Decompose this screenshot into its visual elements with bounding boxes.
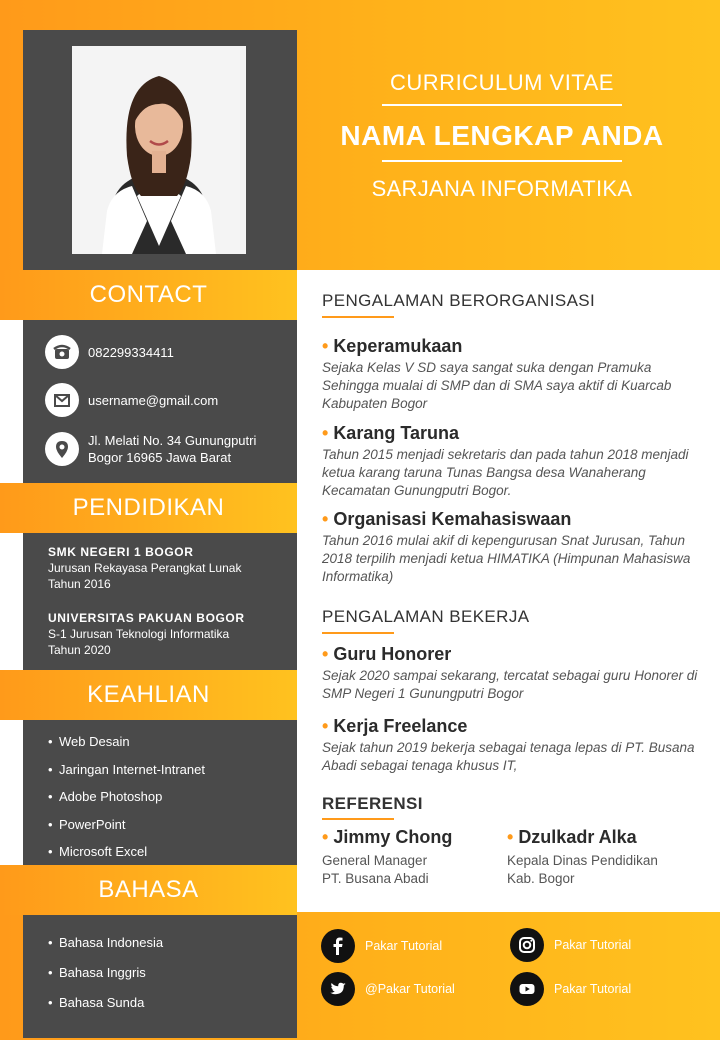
entry-title: Guru Honorer <box>333 644 452 664</box>
person-photo-icon <box>72 46 246 254</box>
social-twitter[interactable] <box>321 972 455 1006</box>
phone-number: 082299334411 <box>88 344 174 360</box>
work-heading: PENGALAMAN BEKERJA <box>322 607 530 626</box>
entry-title: Karang Taruna <box>333 423 460 443</box>
skills-list <box>48 728 205 866</box>
languages-heading-label: BAHASA <box>98 876 199 903</box>
education-item <box>48 610 245 658</box>
entry-description: Sejak 2020 sampai sekarang, tercatat sebagai guru Honorer di SMP Negeri 1 Gunungputri Bogor <box>322 668 698 701</box>
facebook-label: Pakar Tutorial <box>365 939 443 953</box>
language-item: • Bahasa Sunda <box>48 988 163 1018</box>
reference-entry: • Dzulkadr Alka Kepala Dinas Pendidikan Kab. Bogor <box>507 827 707 888</box>
work-entry: • Guru Honorer Sejak 2020 sampai sekarang, tercatat sebagai guru Honorer di SMP Negeri 1 Gunungputri Bogor <box>322 644 702 703</box>
reference-position: Kepala Dinas Pendidikan <box>507 853 658 868</box>
reference-entry: • Jimmy Chong General Manager PT. Busana Abadi <box>322 827 522 888</box>
languages-list <box>48 928 163 1018</box>
reference-org: Kab. Bogor <box>507 871 575 886</box>
references-heading: REFERENSI <box>322 794 423 813</box>
skill-item: • Adobe Photoshop <box>48 783 205 811</box>
address-line2: Bogor 16965 Jawa Barat <box>88 450 232 465</box>
skill-item: • PowerPoint <box>48 811 205 839</box>
entry-title: Kerja Freelance <box>333 716 468 736</box>
school-name: UNIVERSITAS PAKUAN BOGOR <box>48 611 245 625</box>
organization-entry: • Keperamukaan Sejaka Kelas V SD saya sangat suka dengan Pramuka Sehingga mualai di SMP dan di SMA saya aktif di Kuarcab Kabupaten Bogor <box>322 336 702 413</box>
entry-description: Tahun 2016 mulai akif di kepengurusan Snat Jurusan, Tahun 2018 terpilih menjadi ketua HIMATIKA (Himpunan Mahasiswa Informatika) <box>322 533 691 584</box>
education-item <box>48 544 241 592</box>
twitter-label: @Pakar Tutorial <box>365 982 455 996</box>
instagram-icon <box>510 928 544 962</box>
heading-underline <box>322 632 394 634</box>
skill-item: • Jaringan Internet-Intranet <box>48 756 205 784</box>
organization-entry: • Karang Taruna Tahun 2015 menjadi sekretaris dan pada tahun 2018 menjadi ketua karang taruna Tunas Bangsa desa Wanaherang Kecamatan Gunungputri Bogor. <box>322 423 702 500</box>
degree: SARJANA INFORMATIKA <box>371 176 633 201</box>
skill-item: • Web Desain <box>48 728 205 756</box>
contact-heading <box>0 270 297 320</box>
email-icon <box>45 383 79 417</box>
email-address: username@gmail.com <box>88 392 219 408</box>
divider <box>382 104 622 106</box>
phone-icon <box>45 335 79 369</box>
heading-underline <box>322 818 394 820</box>
instagram-label: Pakar Tutorial <box>554 938 632 952</box>
contact-email <box>45 383 218 417</box>
twitter-icon <box>321 972 355 1006</box>
languages-heading <box>0 865 297 915</box>
skills-heading <box>0 670 297 720</box>
social-facebook[interactable] <box>321 929 442 963</box>
facebook-icon <box>321 929 355 963</box>
school-program: Jurusan Rekayasa Perangkat Lunak <box>48 561 242 575</box>
full-name: NAMA LENGKAP ANDA <box>340 120 664 151</box>
language-item: • Bahasa Indonesia <box>48 928 163 958</box>
reference-position: General Manager <box>322 853 428 868</box>
school-program: S-1 Jurusan Teknologi Informatika <box>48 627 230 641</box>
language-item: • Bahasa Inggris <box>48 958 163 988</box>
entry-description: Sejaka Kelas V SD saya sangat suka dengan Pramuka Sehingga mualai di SMP dan di SMA saya aktif di Kuarcab Kabupaten Bogor <box>322 360 672 411</box>
entry-title: Organisasi Kemahasiswaan <box>333 509 572 529</box>
education-heading <box>0 483 297 533</box>
youtube-icon <box>510 972 544 1006</box>
school-year: Tahun 2020 <box>48 643 111 657</box>
contact-phone <box>45 335 174 369</box>
reference-name: Dzulkadr Alka <box>518 827 637 847</box>
entry-description: Tahun 2015 menjadi sekretaris dan pada tahun 2018 menjadi ketua karang taruna Tunas Bangsa desa Wanaherang Kecamatan Gunungputri Bogor. <box>322 447 689 498</box>
social-instagram[interactable] <box>510 928 631 962</box>
title-block <box>322 70 682 202</box>
organization-entry: • Organisasi Kemahasiswaan Tahun 2016 mulai akif di kepengurusan Snat Jurusan, Tahun 2018 terpilih menjadi ketua HIMATIKA (Himpunan Mahasiswa Informatika) <box>322 509 702 586</box>
entry-description: Sejak tahun 2019 bekerja sebagai tenaga lepas di PT. Busana Abadi sebagai tenaga khusus IT, <box>322 740 695 773</box>
social-youtube[interactable] <box>510 972 631 1006</box>
education-heading-label: PENDIDIKAN <box>72 494 225 521</box>
reference-org: PT. Busana Abadi <box>322 871 429 886</box>
heading-underline <box>322 316 394 318</box>
organization-heading: PENGALAMAN BERORGANISASI <box>322 291 596 310</box>
contact-heading-label: CONTACT <box>89 281 208 308</box>
divider <box>382 160 622 162</box>
work-entry: • Kerja Freelance Sejak tahun 2019 bekerja sebagai tenaga lepas di PT. Busana Abadi sebagai tenaga khusus IT, <box>322 716 702 775</box>
skill-item: • Microsoft Excel <box>48 838 205 866</box>
location-pin-icon <box>45 432 79 466</box>
profile-photo <box>72 46 246 254</box>
entry-title: Keperamukaan <box>333 336 463 356</box>
skills-heading-label: KEAHLIAN <box>87 681 210 708</box>
school-name: SMK NEGERI 1 BOGOR <box>48 545 194 559</box>
school-year: Tahun 2016 <box>48 577 111 591</box>
address-line1: Jl. Melati No. 34 Gunungputri <box>88 433 257 448</box>
contact-address <box>45 432 256 466</box>
reference-name: Jimmy Chong <box>333 827 453 847</box>
youtube-label: Pakar Tutorial <box>554 982 632 996</box>
cv-label: CURRICULUM VITAE <box>390 70 614 95</box>
